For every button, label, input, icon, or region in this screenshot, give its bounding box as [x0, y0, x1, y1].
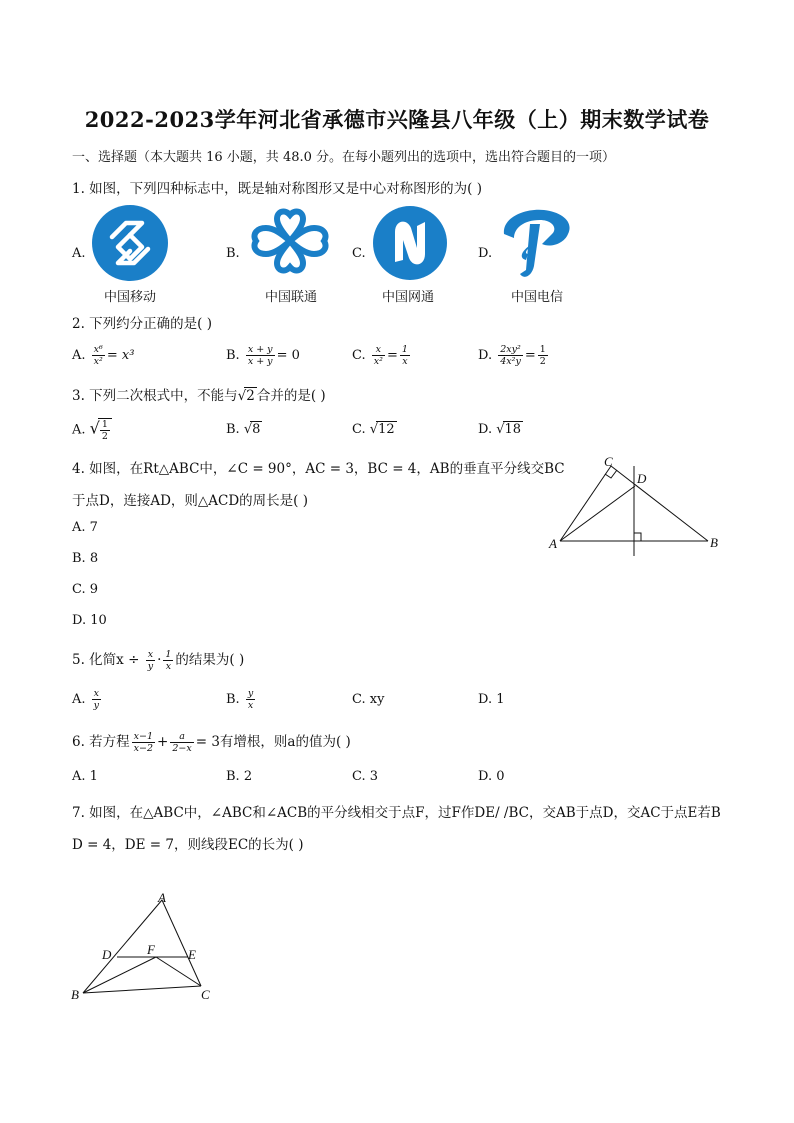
sqrt-sign: √	[89, 418, 100, 438]
q6-text-post: = 3有增根，则a的值为( )	[195, 734, 351, 750]
q4-option-b[interactable]: B. 8	[72, 551, 99, 566]
numerator: 2xy²	[500, 344, 521, 355]
option-letter: D.	[478, 422, 493, 437]
fraction	[146, 649, 155, 672]
sqrt-sign: √	[237, 388, 247, 404]
q3-option-d[interactable]	[478, 421, 523, 437]
denominator: 2	[539, 356, 546, 367]
numerator: x	[92, 688, 101, 700]
question-7-line-2: D = 4，DE = 7，则线段EC的长为( )	[72, 837, 304, 853]
q2-option-c[interactable]	[352, 344, 412, 367]
fraction	[246, 344, 275, 367]
sqrt-sign: √	[369, 422, 379, 437]
q7-triangle-diagram	[66, 888, 226, 1008]
numerator: x⁶	[93, 344, 103, 355]
denominator: x	[165, 661, 172, 672]
q5-text-post: 的结果为( )	[175, 652, 245, 668]
question-5	[72, 648, 244, 672]
q3-text-pre: 3. 下列二次根式中，不能与	[72, 388, 238, 404]
question-6	[72, 730, 351, 754]
right-angle-mark-c	[605, 470, 617, 478]
question-7-line-1: 7. 如图，在△ABC中，∠ABC和∠ACB的平分线相交于点F，过F作DE/ /BC，交AB于点D，交AC于点E若B	[72, 805, 721, 821]
label-c: C	[604, 454, 613, 469]
fraction	[170, 731, 193, 754]
label-b: B	[710, 535, 718, 550]
q3-option-a[interactable]	[72, 418, 114, 442]
sqrt-radicand: 2	[246, 388, 255, 404]
fraction	[98, 418, 112, 442]
fraction	[372, 344, 385, 367]
segment-bc	[83, 986, 201, 993]
numerator: x	[372, 344, 385, 356]
sqrt-sign: √	[243, 422, 253, 437]
china-unicom-logo	[243, 205, 338, 277]
q1-option-b[interactable]: B.	[226, 246, 240, 261]
denominator: x²	[93, 356, 103, 367]
sqrt-sign: √	[496, 422, 505, 437]
q6-text-pre: 6. 若方程	[72, 734, 130, 750]
numerator: 1	[165, 649, 172, 660]
option-letter: B.	[226, 422, 240, 437]
denominator: x²	[373, 356, 383, 367]
q3-text-post: 合并的是( )	[256, 388, 326, 404]
q6-option-a[interactable]: A. 1	[72, 769, 98, 784]
equals: =	[386, 348, 398, 363]
q5-text-pre: 5. 化简x ÷	[72, 652, 140, 668]
fraction	[92, 688, 101, 711]
option-letter: B.	[226, 692, 240, 707]
numerator: a	[170, 731, 193, 743]
question-4-line-2: 于点D，连接AD，则△ACD的周长是( )	[72, 493, 309, 509]
denominator: x + y	[247, 356, 273, 367]
option-letter: A.	[72, 692, 86, 707]
dot-operator: ·	[157, 652, 162, 668]
label-c: C	[201, 987, 210, 1002]
option-letter: A.	[72, 422, 86, 438]
segment-ad	[560, 486, 635, 541]
q2-option-a[interactable]	[72, 344, 134, 367]
option-letter: B.	[226, 348, 240, 363]
sqrt-radicand: 8	[252, 422, 261, 437]
q4-option-a[interactable]: A. 7	[72, 520, 98, 535]
q5-option-d[interactable]: D. 1	[478, 692, 505, 707]
label-b: B	[71, 987, 79, 1002]
q4-option-d[interactable]: D. 10	[72, 613, 107, 628]
fraction	[400, 344, 410, 367]
right-angle-mark-mid	[634, 533, 641, 541]
denominator: y	[147, 661, 154, 672]
q6-option-d[interactable]: D. 0	[478, 769, 505, 784]
question-2: 2. 下列约分正确的是( )	[72, 316, 212, 332]
fraction	[538, 344, 548, 367]
numerator: x + y	[247, 344, 273, 355]
denominator: x−2	[133, 743, 154, 754]
q3-option-b[interactable]	[226, 421, 262, 437]
denominator: 2	[101, 431, 108, 442]
numerator: 1	[401, 344, 408, 355]
sqrt-radicand: 12	[378, 422, 395, 437]
numerator: y	[247, 688, 254, 699]
denominator: 2−x	[172, 743, 192, 754]
segment-cb	[611, 466, 708, 541]
segment-ac	[560, 466, 611, 541]
q4-triangle-diagram	[540, 452, 730, 562]
question-3	[72, 384, 326, 404]
q4-option-c[interactable]: C. 9	[72, 582, 99, 597]
numerator: x−1	[133, 731, 154, 742]
equals: =	[524, 348, 536, 363]
logo-label-china-unicom: 中国联通	[264, 289, 317, 304]
option-letter: C.	[352, 422, 366, 437]
q5-option-b[interactable]	[226, 688, 257, 711]
page-title: 2022-2023学年河北省承德市兴隆县八年级（上）期末数学试卷	[84, 107, 710, 132]
segment-bf	[83, 957, 156, 993]
q6-option-b[interactable]: B. 2	[226, 769, 253, 784]
q6-option-c[interactable]: C. 3	[352, 769, 379, 784]
china-telecom-logo	[494, 204, 578, 282]
option-letter: D.	[478, 348, 493, 363]
fraction	[498, 344, 523, 367]
option-letter: C.	[352, 348, 366, 363]
q2-option-b[interactable]	[226, 344, 300, 367]
plus-operator: +	[157, 734, 169, 750]
denominator: x	[247, 700, 254, 711]
denominator: x	[402, 356, 408, 367]
denominator: y	[93, 700, 100, 711]
question-4-line-1: 4. 如图，在Rt△ABC中，∠C = 90°，AC = 3，BC = 4，AB的垂直平分线交BC	[72, 461, 565, 477]
rhs: = x³	[106, 348, 135, 363]
china-netcom-logo	[371, 204, 449, 282]
sqrt-radicand: 18	[504, 422, 522, 437]
section-heading: 一、选择题（本大题共 16 小题，共 48.0 分。在每小题列出的选项中，选出符合题目的一项）	[72, 150, 616, 165]
question-1: 1. 如图，下列四种标志中，既是轴对称图形又是中心对称图形的为( )	[72, 181, 482, 197]
label-a: A	[549, 536, 557, 551]
logo-label-china-netcom: 中国网通	[381, 289, 434, 304]
fraction	[246, 688, 255, 711]
label-f: F	[147, 942, 155, 957]
logo-label-china-telecom: 中国电信	[510, 289, 563, 304]
q1-option-d[interactable]: D.	[478, 246, 493, 261]
fraction	[132, 731, 155, 754]
denominator: 4x²y	[500, 356, 521, 367]
fraction	[92, 344, 105, 367]
label-d: D	[102, 947, 112, 962]
q1-option-a[interactable]: A.	[72, 246, 86, 261]
q1-option-c[interactable]: C.	[352, 246, 366, 261]
numerator: x	[146, 649, 155, 661]
label-d: D	[637, 471, 647, 486]
fraction	[163, 649, 173, 672]
q2-option-d[interactable]	[478, 344, 550, 367]
option-letter: A.	[72, 348, 86, 363]
numerator: 1	[101, 419, 108, 430]
logo-label-china-mobile: 中国移动	[103, 289, 156, 304]
label-a: A	[158, 890, 166, 905]
q3-option-c[interactable]	[352, 421, 397, 437]
q5-option-a[interactable]	[72, 688, 103, 711]
china-mobile-logo	[90, 203, 170, 283]
q5-option-c[interactable]: C. xy	[352, 692, 385, 707]
numerator: 1	[539, 344, 546, 355]
rhs: = 0	[276, 348, 300, 363]
label-e: E	[188, 947, 196, 962]
